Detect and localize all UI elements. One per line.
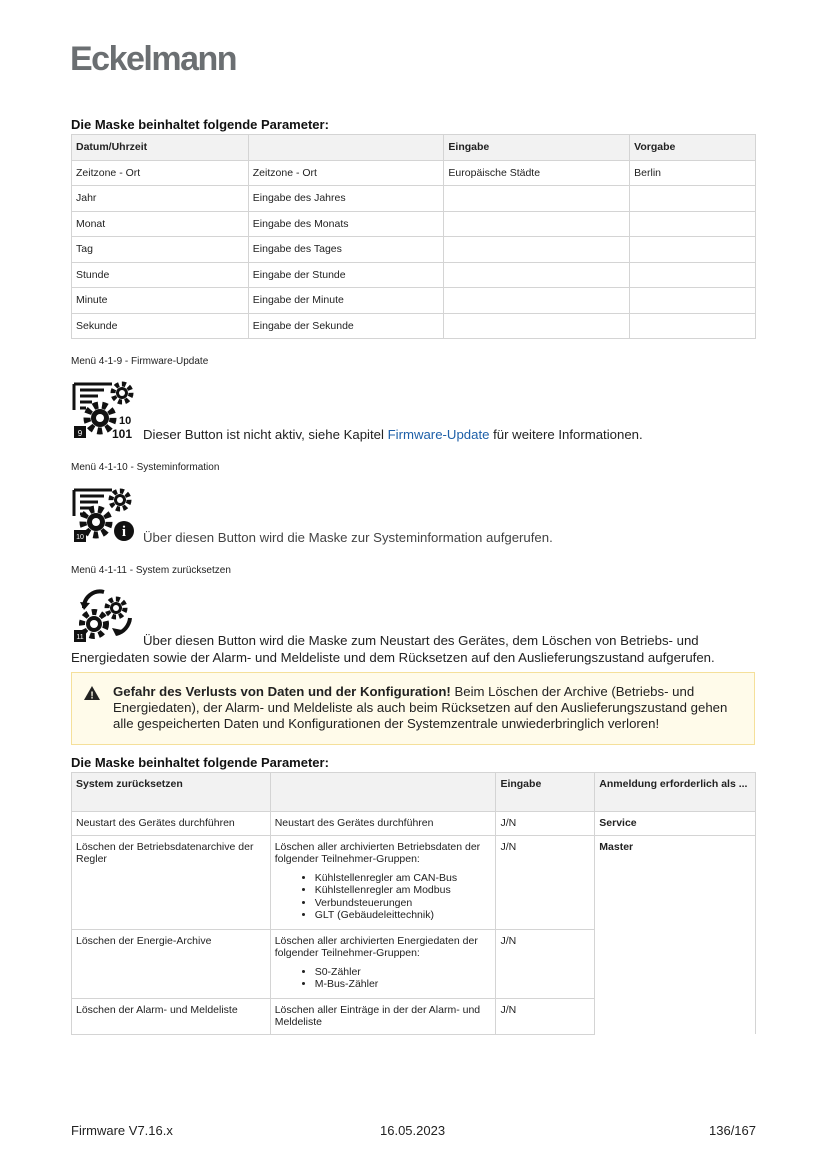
reset-description-line1: Über diesen Button wird die Maske zum Neustart des Gerätes, dem Löschen von Betriebs- und	[143, 633, 699, 648]
table-header-cell: Eingabe	[444, 135, 630, 161]
table-cell: Eingabe der Sekunde	[248, 313, 444, 339]
footer-page-number: 136/167	[709, 1123, 756, 1138]
info-icon	[114, 521, 134, 541]
table-cell: Berlin	[630, 160, 756, 186]
table-cell	[444, 288, 630, 314]
table-cell: J/N	[496, 929, 595, 998]
table-cell: Eingabe der Stunde	[248, 262, 444, 288]
table-cell: Löschen der Betriebsdatenarchive der Regler	[72, 835, 271, 929]
table-cell: Löschen der Alarm- und Meldeliste	[72, 998, 271, 1034]
table-cell: J/N	[496, 998, 595, 1034]
list-item: • Kühlstellenregler am Modbus	[315, 884, 492, 897]
table-cell: Neustart des Gerätes durchführen	[72, 812, 271, 836]
table-header-row	[72, 135, 756, 161]
table-row	[72, 237, 756, 263]
svg-text:!: !	[90, 690, 94, 700]
list-item: • Kühlstellenregler am CAN-Bus	[315, 872, 492, 885]
section2-heading: Die Maske beinhaltet folgende Parameter:	[71, 755, 329, 770]
section1-heading: Die Maske beinhaltet folgende Parameter:	[71, 117, 329, 132]
table-cell: Eingabe des Tages	[248, 237, 444, 263]
table-row	[72, 812, 756, 836]
firmware-update-button-icon	[72, 380, 140, 442]
small-gear-icon	[113, 384, 131, 402]
table-cell	[444, 211, 630, 237]
icon-number: 10	[76, 534, 84, 541]
table-cell: Jahr	[72, 186, 249, 212]
list-item: • M-Bus-Zähler	[315, 978, 492, 991]
table-cell	[630, 237, 756, 263]
menu-sysinfo-label: Menü 4-1-10 - Systeminformation	[71, 462, 220, 473]
bullet-list	[275, 966, 492, 991]
binary-top-text: 10	[119, 415, 132, 427]
list-item: • S0-Zähler	[315, 966, 492, 979]
table-cell: Sekunde	[72, 313, 249, 339]
warning-title: Gefahr des Verlusts von Daten und der Konfiguration!	[113, 684, 451, 699]
large-gear-icon	[87, 405, 113, 431]
table-cell: Europäische Städte	[444, 160, 630, 186]
table-cell: Master	[595, 835, 756, 1034]
list-item: • GLT (Gebäudeleittechnik)	[315, 909, 492, 922]
table-cell	[630, 313, 756, 339]
table-header-cell	[248, 135, 444, 161]
cell-description: Löschen aller archivierten Betriebsdaten der folgender Teilnehmer-Gruppen:	[274, 840, 481, 865]
sysinfo-description: Über diesen Button wird die Maske zur Systeminformation aufgerufen.	[143, 530, 553, 545]
table-cell: Zeitzone - Ort	[72, 160, 249, 186]
table-cell	[630, 288, 756, 314]
table-header-cell: Eingabe	[496, 773, 595, 812]
large-gear-icon	[83, 509, 109, 535]
table-cell	[444, 186, 630, 212]
table-cell: Service	[595, 812, 756, 836]
firmware-update-link[interactable]: Firmware-Update	[387, 427, 490, 442]
system-reset-parameter-table	[71, 772, 756, 1035]
table-header-cell: Vorgabe	[630, 135, 756, 161]
table-row	[72, 211, 756, 237]
table-cell: Tag	[72, 237, 249, 263]
table-cell	[630, 262, 756, 288]
table-cell: Stunde	[72, 262, 249, 288]
table-cell	[270, 929, 496, 998]
table-cell: Minute	[72, 288, 249, 314]
eckelmann-logo: Eckelmann	[70, 40, 237, 78]
table-row	[72, 186, 756, 212]
icon-number: 9	[77, 429, 83, 438]
warning-body: Beim Löschen der Archive (Betriebs- und Energiedaten), der Alarm- und Meldeliste als auch beim Rücksetzen auf den Auslieferungszustand gehen alle gespeicherten Daten und Konfigurationen der Systemzentrale unwiederbringlich verloren!	[113, 684, 728, 731]
firmware-text-after: für weitere Informationen.	[489, 427, 643, 442]
table-cell: Eingabe der Minute	[248, 288, 444, 314]
table-cell: Löschen der Energie-Archive	[72, 929, 271, 998]
icon-number: 11	[76, 634, 84, 641]
table-cell: Neustart des Gerätes durchführen	[270, 812, 496, 836]
small-gear-icon	[111, 491, 129, 509]
menu-firmware-label: Menü 4-1-9 - Firmware-Update	[71, 356, 209, 367]
reset-description-line2: Energiedaten sowie der Alarm- und Meldeliste und dem Rücksetzen auf den Auslieferungszustand aufgerufen.	[71, 650, 715, 665]
table-header-cell: Datum/Uhrzeit	[72, 135, 249, 161]
table-row	[72, 313, 756, 339]
warning-text	[113, 684, 743, 732]
footer-date: 16.05.2023	[380, 1123, 446, 1138]
table-cell: J/N	[496, 812, 595, 836]
binary-bottom-text: 101	[112, 427, 133, 441]
table-row	[72, 160, 756, 186]
table-header-cell: Anmeldung erforderlich als ...	[595, 773, 756, 812]
table-cell: J/N	[496, 835, 595, 929]
table-header-cell: System zurücksetzen	[72, 773, 271, 812]
small-gear-icon	[107, 599, 125, 617]
table-cell	[444, 313, 630, 339]
firmware-description	[143, 427, 643, 442]
table-cell: Monat	[72, 211, 249, 237]
table-cell: Eingabe des Jahres	[248, 186, 444, 212]
table-row	[72, 288, 756, 314]
table-cell: Zeitzone - Ort	[248, 160, 444, 186]
table-cell: Löschen aller Einträge in der der Alarm- und Meldeliste	[270, 998, 496, 1034]
datetime-parameter-table	[71, 134, 756, 339]
table-row	[72, 262, 756, 288]
table-cell	[444, 237, 630, 263]
table-cell	[630, 211, 756, 237]
menu-reset-label: Menü 4-1-11 - System zurücksetzen	[71, 565, 231, 576]
list-item: • Verbundsteuerungen	[315, 897, 492, 910]
cell-description: Löschen aller archivierten Energiedaten der folgender Teilnehmer-Gruppen:	[274, 934, 478, 959]
table-cell	[270, 835, 496, 929]
svg-text:i: i	[121, 524, 127, 540]
footer-firmware-version: Firmware V7.16.x	[71, 1123, 173, 1138]
table-header-cell	[270, 773, 496, 812]
table-row	[72, 835, 756, 929]
data-loss-warning	[71, 672, 755, 745]
systeminformation-button-icon	[72, 486, 140, 546]
table-header-row	[72, 773, 756, 812]
system-reset-button-icon	[72, 588, 136, 644]
warning-icon	[84, 686, 100, 700]
table-cell: Eingabe des Monats	[248, 211, 444, 237]
firmware-text-before: Dieser Button ist nicht aktiv, siehe Kapitel	[143, 427, 388, 442]
table-cell	[630, 186, 756, 212]
bullet-list	[275, 872, 492, 922]
table-cell	[444, 262, 630, 288]
